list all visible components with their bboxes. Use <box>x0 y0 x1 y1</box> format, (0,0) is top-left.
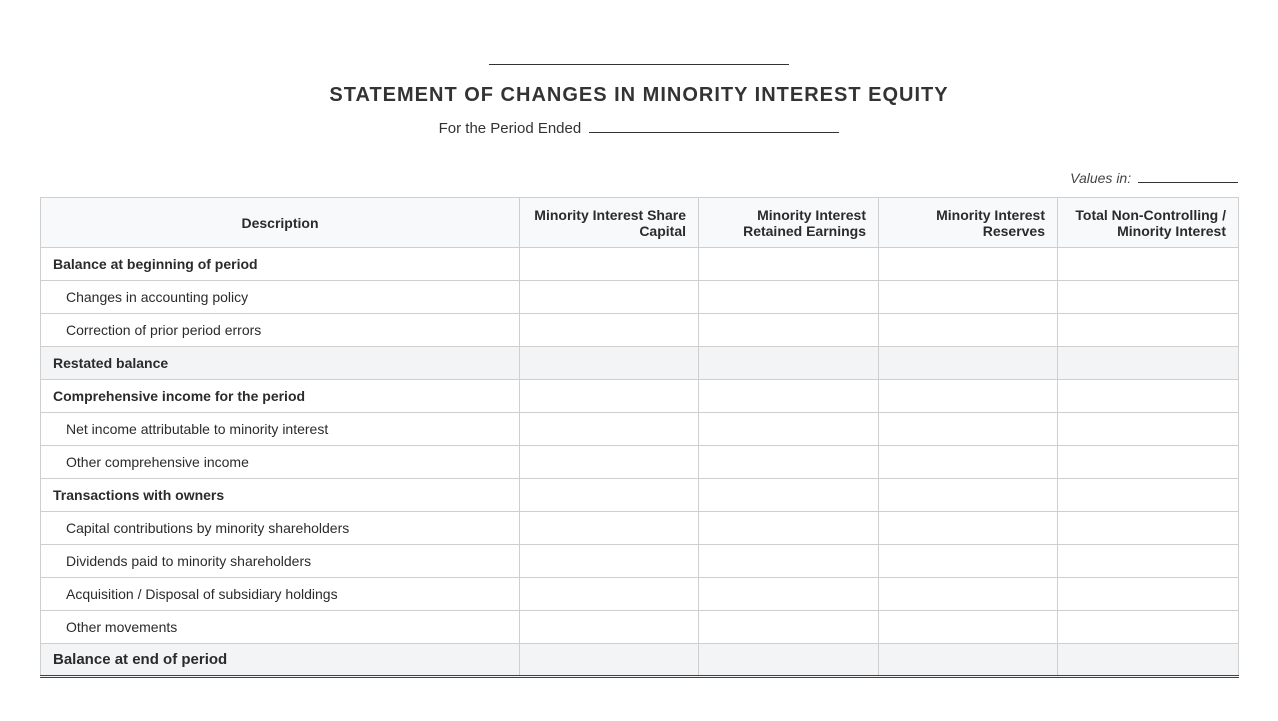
row-description: Comprehensive income for the period <box>41 380 520 413</box>
table-row <box>41 545 1239 578</box>
retained-earnings-cell[interactable] <box>699 545 879 578</box>
statement-title: STATEMENT OF CHANGES IN MINORITY INTEREST EQUITY <box>329 84 949 106</box>
total-nci-cell[interactable] <box>1058 512 1239 545</box>
reserves-cell[interactable] <box>879 446 1058 479</box>
retained-earnings-cell[interactable] <box>699 281 879 314</box>
row-description: Acquisition / Disposal of subsidiary holdings <box>41 578 520 611</box>
values-unit-blank[interactable] <box>1138 170 1238 183</box>
retained-earnings-cell[interactable] <box>699 314 879 347</box>
row-description: Other comprehensive income <box>41 446 520 479</box>
retained-earnings-cell[interactable] <box>699 248 879 281</box>
row-description: Dividends paid to minority shareholders <box>41 545 520 578</box>
total-nci-cell[interactable] <box>1058 611 1239 644</box>
retained-earnings-cell[interactable] <box>699 446 879 479</box>
reserves-cell[interactable] <box>879 479 1058 512</box>
table-row <box>41 578 1239 611</box>
retained-earnings-cell[interactable] <box>699 512 879 545</box>
row-description: Balance at beginning of period <box>41 248 520 281</box>
reserves-cell[interactable] <box>879 413 1058 446</box>
share-capital-cell[interactable] <box>520 479 699 512</box>
retained-earnings-cell[interactable] <box>699 578 879 611</box>
retained-earnings-cell[interactable] <box>699 611 879 644</box>
reserves-cell[interactable] <box>879 248 1058 281</box>
share-capital-cell[interactable] <box>520 281 699 314</box>
table-row <box>41 314 1239 347</box>
equity-statement-table <box>40 197 1239 678</box>
entity-name-blank[interactable] <box>489 64 789 65</box>
share-capital-cell[interactable] <box>520 248 699 281</box>
reserves-cell[interactable] <box>879 611 1058 644</box>
reserves-cell[interactable] <box>879 512 1058 545</box>
reserves-cell[interactable] <box>879 644 1058 677</box>
row-description: Changes in accounting policy <box>41 281 520 314</box>
share-capital-cell[interactable] <box>520 347 699 380</box>
column-header-total-nci: Total Non-Controlling / Minority Interest <box>1058 198 1239 248</box>
share-capital-cell[interactable] <box>520 413 699 446</box>
retained-earnings-cell[interactable] <box>699 380 879 413</box>
reserves-cell[interactable] <box>879 347 1058 380</box>
reserves-cell[interactable] <box>879 314 1058 347</box>
total-nci-cell[interactable] <box>1058 479 1239 512</box>
table-row <box>41 512 1239 545</box>
reserves-cell[interactable] <box>879 380 1058 413</box>
total-nci-cell[interactable] <box>1058 380 1239 413</box>
total-nci-cell[interactable] <box>1058 644 1239 677</box>
table-row <box>41 611 1239 644</box>
row-description: Transactions with owners <box>41 479 520 512</box>
total-nci-cell[interactable] <box>1058 446 1239 479</box>
period-label: For the Period Ended <box>438 120 582 137</box>
table-row <box>41 380 1239 413</box>
total-nci-cell[interactable] <box>1058 545 1239 578</box>
total-nci-cell[interactable] <box>1058 248 1239 281</box>
table-row <box>41 281 1239 314</box>
row-description: Other movements <box>41 611 520 644</box>
table-row <box>41 413 1239 446</box>
total-nci-cell[interactable] <box>1058 347 1239 380</box>
share-capital-cell[interactable] <box>520 578 699 611</box>
share-capital-cell[interactable] <box>520 380 699 413</box>
column-header-reserves: Minority Interest Reserves <box>879 198 1058 248</box>
row-description: Balance at end of period <box>41 644 520 677</box>
period-date-blank[interactable] <box>589 119 839 133</box>
total-nci-cell[interactable] <box>1058 314 1239 347</box>
share-capital-cell[interactable] <box>520 314 699 347</box>
table-header-row <box>41 198 1239 248</box>
share-capital-cell[interactable] <box>520 644 699 677</box>
reserves-cell[interactable] <box>879 545 1058 578</box>
row-description: Net income attributable to minority interest <box>41 413 520 446</box>
column-header-description: Description <box>41 198 520 248</box>
row-description: Correction of prior period errors <box>41 314 520 347</box>
share-capital-cell[interactable] <box>520 512 699 545</box>
table-row <box>41 479 1239 512</box>
total-nci-cell[interactable] <box>1058 578 1239 611</box>
retained-earnings-cell[interactable] <box>699 347 879 380</box>
reserves-cell[interactable] <box>879 281 1058 314</box>
table-row <box>41 347 1239 380</box>
reserves-cell[interactable] <box>879 578 1058 611</box>
retained-earnings-cell[interactable] <box>699 479 879 512</box>
table-row <box>41 446 1239 479</box>
row-description: Restated balance <box>41 347 520 380</box>
share-capital-cell[interactable] <box>520 611 699 644</box>
total-nci-cell[interactable] <box>1058 413 1239 446</box>
column-header-retained-earnings: Minority Interest Retained Earnings <box>699 198 879 248</box>
retained-earnings-cell[interactable] <box>699 644 879 677</box>
retained-earnings-cell[interactable] <box>699 413 879 446</box>
total-nci-cell[interactable] <box>1058 281 1239 314</box>
table-row <box>41 248 1239 281</box>
row-description: Capital contributions by minority shareholders <box>41 512 520 545</box>
values-in <box>1070 170 1238 186</box>
column-header-share-capital: Minority Interest Share Capital <box>520 198 699 248</box>
share-capital-cell[interactable] <box>520 545 699 578</box>
values-in-label: Values in: <box>1070 170 1132 186</box>
period-line <box>0 119 1278 138</box>
share-capital-cell[interactable] <box>520 446 699 479</box>
table-row <box>41 644 1239 677</box>
